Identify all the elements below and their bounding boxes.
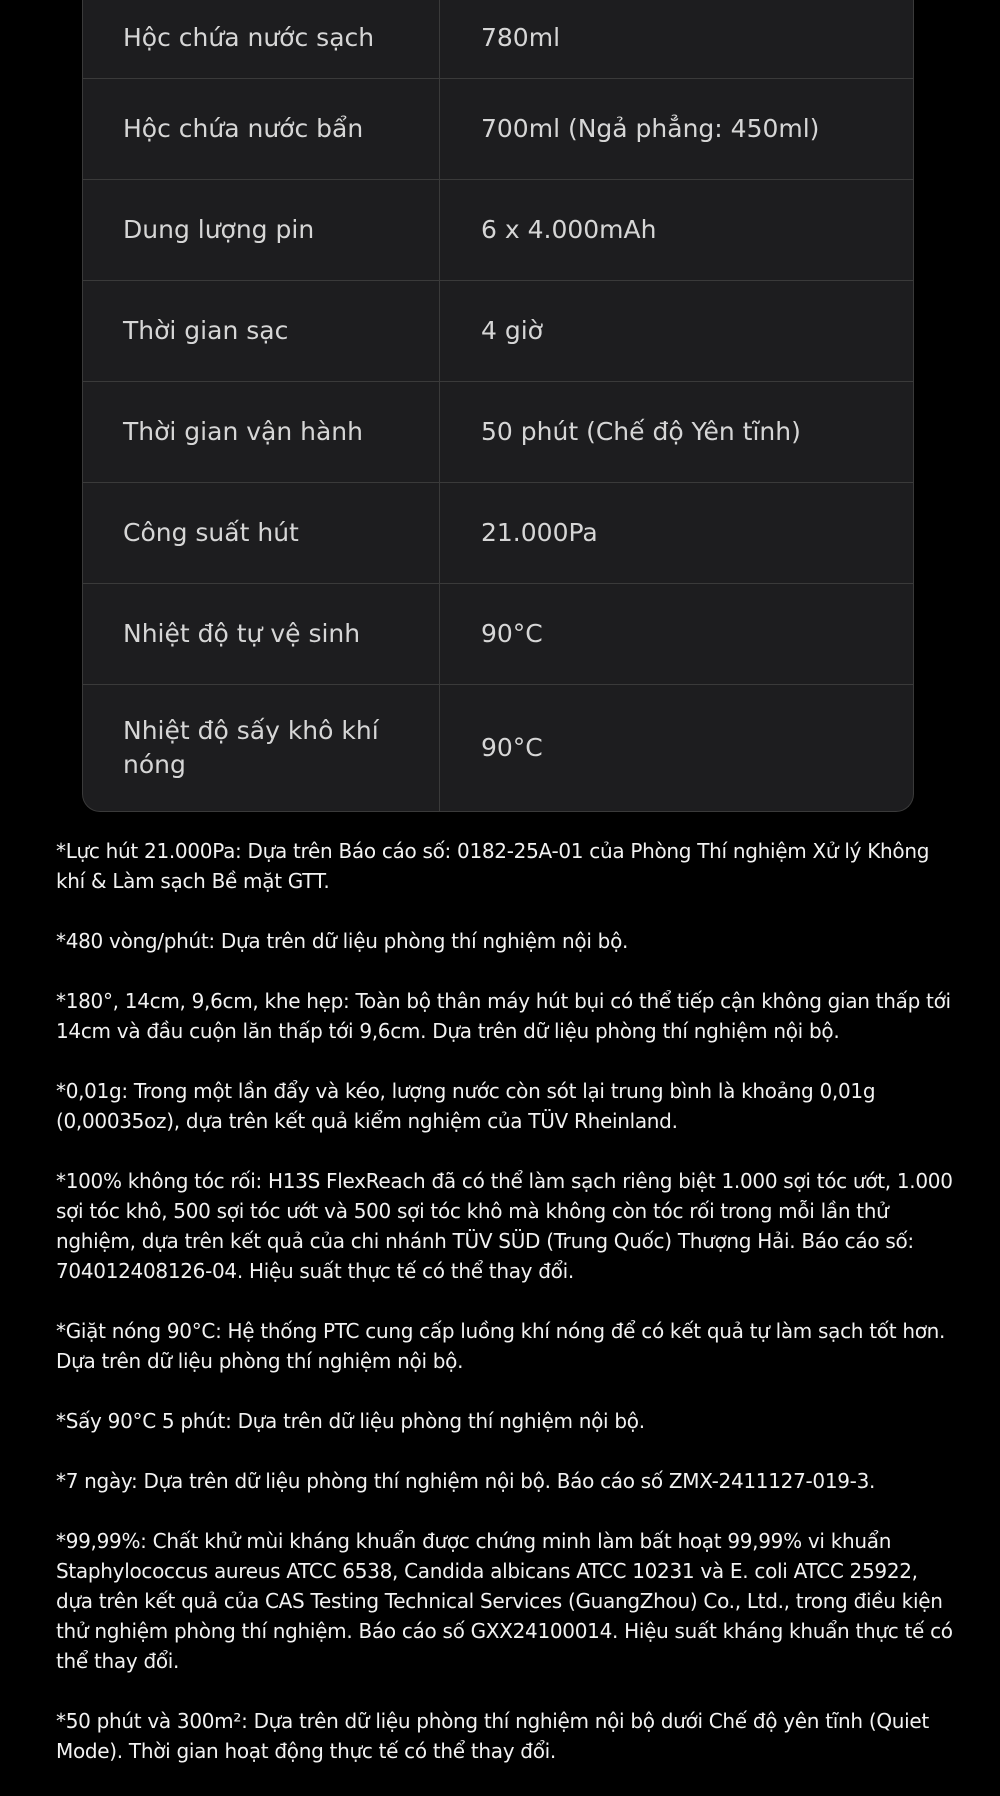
spec-label: Nhiệt độ tự vệ sinh: [83, 584, 440, 684]
spec-label: Thời gian vận hành: [83, 382, 440, 482]
footnote: *Giặt nóng 90°C: Hệ thống PTC cung cấp luồng khí nóng để có kết quả tự làm sạch tốt hơn. Dựa trên dữ liệu phòng thí nghiệm nội bộ.: [56, 1319, 946, 1373]
spec-row-suction-power: [83, 483, 913, 584]
spec-table: [82, 0, 914, 812]
spec-value: 90°C: [481, 619, 543, 648]
spec-label: Hộc chứa nước sạch: [83, 0, 440, 78]
spec-value: 50 phút (Chế độ Yên tĩnh): [481, 417, 801, 446]
spec-label: Công suất hút: [83, 483, 440, 583]
spec-value: 90°C: [481, 733, 543, 762]
spec-row-charging-time: [83, 281, 913, 382]
spec-row-self-clean-temperature: [83, 584, 913, 685]
spec-label: Dung lượng pin: [83, 180, 440, 280]
spec-label: Thời gian sạc: [83, 281, 440, 381]
spec-value: 4 giờ: [481, 316, 543, 345]
spec-row-hot-air-drying-temperature: [83, 685, 913, 811]
footnote: *50 phút và 300m²: Dựa trên dữ liệu phòng thí nghiệm nội bộ dưới Chế độ yên tĩnh (Quiet Mode). Thời gian hoạt động thực tế có thể thay đổi.: [56, 1709, 929, 1763]
spec-row-run-time: [83, 382, 913, 483]
spec-label: Nhiệt độ sấy khô khí nóng: [83, 685, 440, 811]
footnotes: [56, 836, 956, 1796]
footnote: *100% không tóc rối: H13S FlexReach đã có thể làm sạch riêng biệt 1.000 sợi tóc ướt, 1.000 sợi tóc khô, 500 sợi tóc ướt và 500 sợi tóc khô mà không còn tóc rối trong mỗi lần thử nghiệm, dựa trên kết quả của chi nhánh TÜV SÜD (Trung Quốc) Thượng Hải. Báo cáo số: 704012408126-04. Hiệu suất thực tế có thể thay đổi.: [56, 1169, 953, 1283]
spec-row-dirty-water-tank: [83, 79, 913, 180]
spec-row-battery-capacity: [83, 180, 913, 281]
footnote: *7 ngày: Dựa trên dữ liệu phòng thí nghiệm nội bộ. Báo cáo số ZMX-2411127-019-3.: [56, 1469, 876, 1493]
footnote: *0,01g: Trong một lần đẩy và kéo, lượng nước còn sót lại trung bình là khoảng 0,01g (0,00035oz), dựa trên kết quả kiểm nghiệm của TÜV Rheinland.: [56, 1079, 876, 1133]
footnote: *Sấy 90°C 5 phút: Dựa trên dữ liệu phòng thí nghiệm nội bộ.: [56, 1409, 645, 1433]
footnote: *99,99%: Chất khử mùi kháng khuẩn được chứng minh làm bất hoạt 99,99% vi khuẩn Staphylococcus aureus ATCC 6538, Candida albicans ATCC 10231 và E. coli ATCC 25922, dựa trên kết quả của CAS Testing Technical Services (GuangZhou) Co., Ltd., trong điều kiện thử nghiệm phòng thí nghiệm. Báo cáo số GXX24100014. Hiệu suất kháng khuẩn thực tế có thể thay đổi.: [56, 1529, 953, 1673]
spec-value: 780ml: [481, 23, 561, 52]
spec-label: Hộc chứa nước bẩn: [83, 79, 440, 179]
footnote: *480 vòng/phút: Dựa trên dữ liệu phòng thí nghiệm nội bộ.: [56, 929, 629, 953]
footnote: *180°, 14cm, 9,6cm, khe hẹp: Toàn bộ thân máy hút bụi có thể tiếp cận không gian thấp tới 14cm và đầu cuộn lăn thấp tới 9,6cm. Dựa trên dữ liệu phòng thí nghiệm nội bộ.: [56, 989, 951, 1043]
spec-value: 21.000Pa: [481, 518, 598, 547]
footnote: *Lực hút 21.000Pa: Dựa trên Báo cáo số: 0182-25A-01 của Phòng Thí nghiệm Xử lý Không khí & Làm sạch Bề mặt GTT.: [56, 839, 930, 893]
spec-value: 700ml (Ngả phẳng: 450ml): [481, 114, 820, 143]
spec-value: 6 x 4.000mAh: [481, 215, 657, 244]
spec-row-clean-water-tank: [83, 0, 913, 79]
